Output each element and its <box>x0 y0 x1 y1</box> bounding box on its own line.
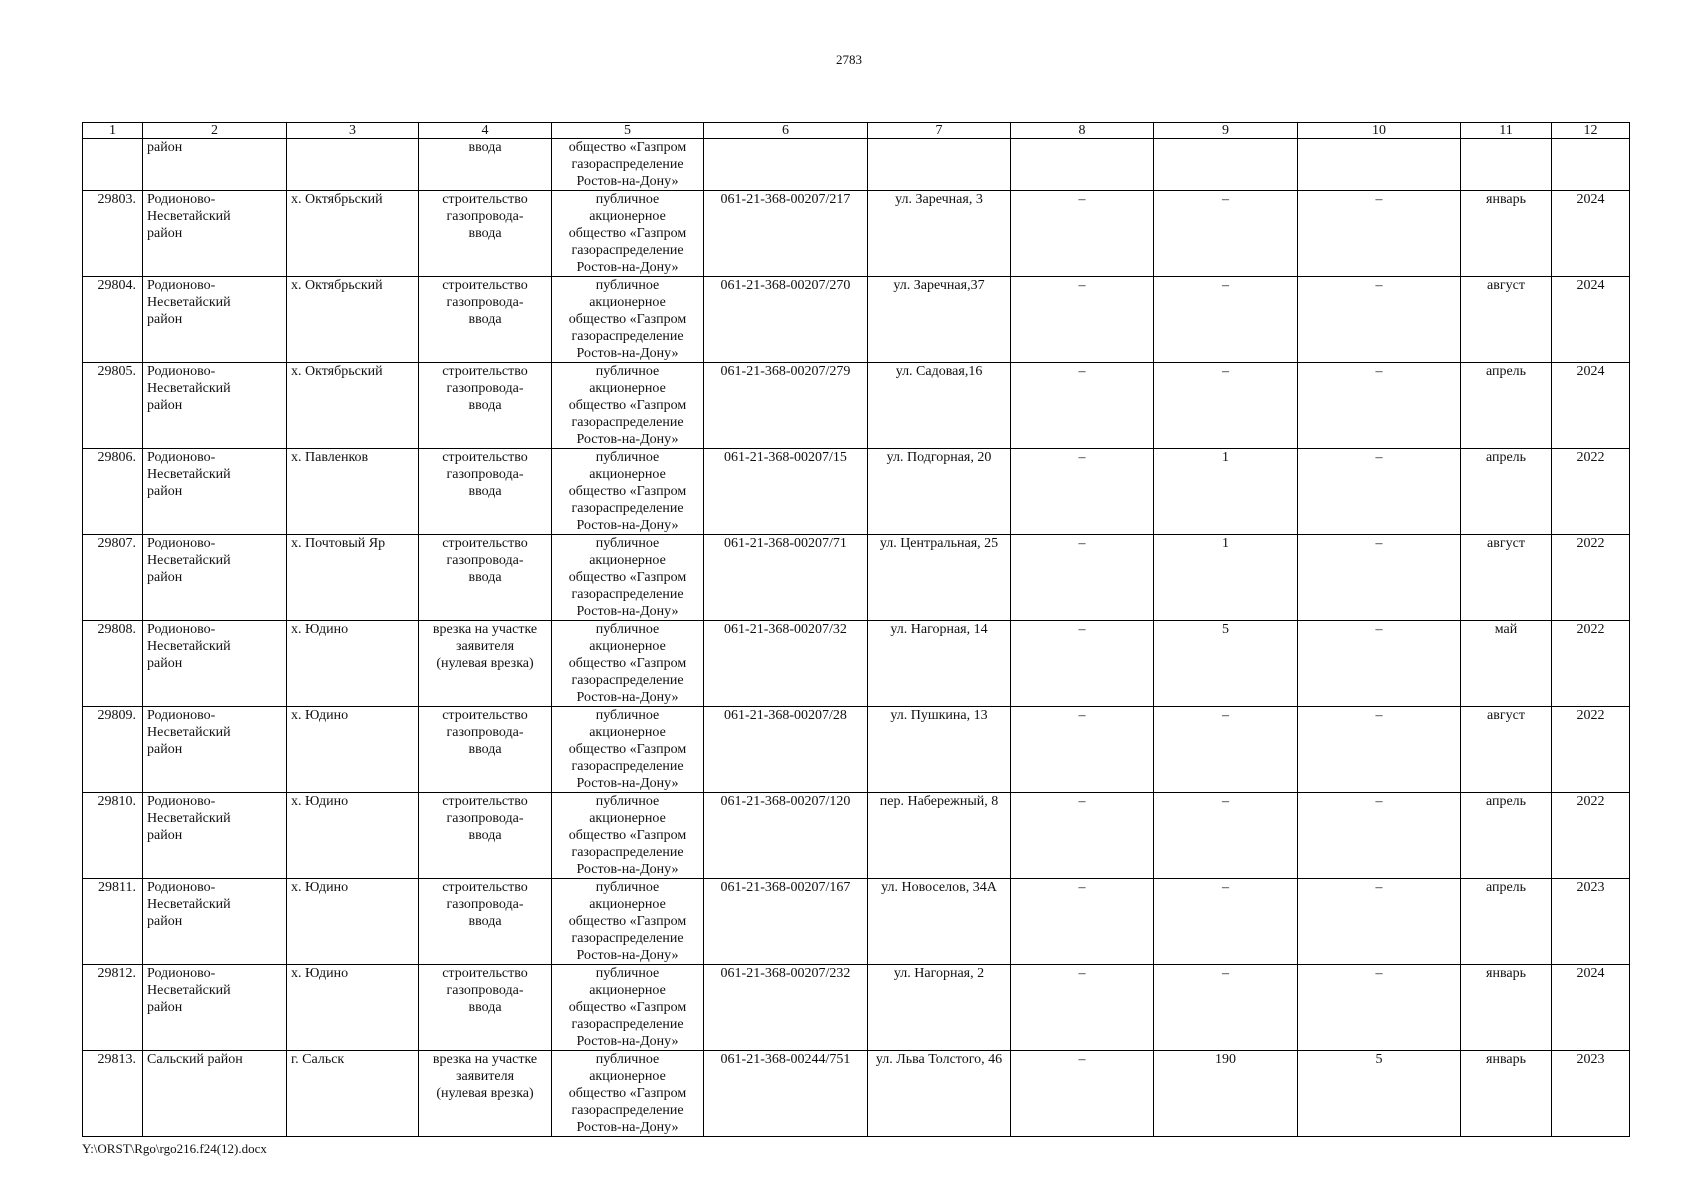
table-cell-col-8: – <box>1011 879 1154 965</box>
table-cell-col-12: 2023 <box>1552 1051 1630 1137</box>
table-cell-col-6: 061-21-368-00207/120 <box>704 793 868 879</box>
table-cell-col-11: январь <box>1461 965 1552 1051</box>
table-cell-col-7: ул. Нагорная, 2 <box>868 965 1011 1051</box>
table-cell-col-6: 061-21-368-00207/270 <box>704 277 868 363</box>
table-body <box>83 139 1630 1137</box>
table-cell-col-7: ул. Центральная, 25 <box>868 535 1011 621</box>
table-cell-col-2: Родионово- Несветайский район <box>143 707 287 793</box>
table-cell-col-8: – <box>1011 363 1154 449</box>
column-header-7: 7 <box>868 123 1011 139</box>
table-cell-col-9: – <box>1154 707 1298 793</box>
table-cell-col-3: х. Юдино <box>287 793 419 879</box>
table-cell-col-7: ул. Заречная,37 <box>868 277 1011 363</box>
table-cell-col-6 <box>704 139 868 191</box>
column-header-1: 1 <box>83 123 143 139</box>
table-cell-col-11: август <box>1461 277 1552 363</box>
data-table-container <box>82 122 1629 1137</box>
table-cell-col-10: – <box>1298 707 1461 793</box>
table-cell-col-5: публичное акционерное общество «Газпром газораспределение Ростов-на-Дону» <box>552 277 704 363</box>
table-cell-col-12: 2022 <box>1552 535 1630 621</box>
table-cell-col-6: 061-21-368-00207/71 <box>704 535 868 621</box>
table-cell-col-9: 1 <box>1154 535 1298 621</box>
table-cell-col-11: май <box>1461 621 1552 707</box>
table-cell-col-5: публичное акционерное общество «Газпром газораспределение Ростов-на-Дону» <box>552 449 704 535</box>
table-cell-col-7: ул. Нагорная, 14 <box>868 621 1011 707</box>
table-cell-col-1: 29810. <box>83 793 143 879</box>
data-table <box>82 122 1630 1137</box>
table-cell-col-9: – <box>1154 879 1298 965</box>
table-cell-col-10: – <box>1298 449 1461 535</box>
table-cell-col-9: 1 <box>1154 449 1298 535</box>
table-cell-col-10: – <box>1298 535 1461 621</box>
table-cell-col-3: х. Юдино <box>287 879 419 965</box>
column-header-4: 4 <box>419 123 552 139</box>
table-cell-col-1: 29807. <box>83 535 143 621</box>
table-cell-col-4: строительство газопровода- ввода <box>419 277 552 363</box>
table-cell-col-3 <box>287 139 419 191</box>
table-row <box>83 621 1630 707</box>
table-cell-col-5: публичное акционерное общество «Газпром газораспределение Ростов-на-Дону» <box>552 535 704 621</box>
table-row <box>83 535 1630 621</box>
table-cell-col-12 <box>1552 139 1630 191</box>
table-cell-col-4: врезка на участке заявителя (нулевая врезка) <box>419 621 552 707</box>
table-cell-col-8: – <box>1011 621 1154 707</box>
table-cell-col-10: – <box>1298 363 1461 449</box>
footer-file-path: Y:\ORST\Rgo\rgo216.f24(12).docx <box>82 1141 267 1156</box>
table-cell-col-3: х. Октябрьский <box>287 277 419 363</box>
table-row <box>83 1051 1630 1137</box>
table-cell-col-12: 2023 <box>1552 879 1630 965</box>
table-cell-col-4: строительство газопровода- ввода <box>419 191 552 277</box>
table-cell-col-3: х. Юдино <box>287 965 419 1051</box>
table-cell-col-12: 2022 <box>1552 621 1630 707</box>
table-cell-col-9: – <box>1154 965 1298 1051</box>
table-cell-col-8: – <box>1011 1051 1154 1137</box>
table-header <box>83 123 1630 139</box>
table-cell-col-2: Родионово- Несветайский район <box>143 621 287 707</box>
table-cell-col-1: 29813. <box>83 1051 143 1137</box>
table-cell-col-1: 29809. <box>83 707 143 793</box>
table-cell-col-4: строительство газопровода- ввода <box>419 535 552 621</box>
table-cell-col-5: публичное акционерное общество «Газпром газораспределение Ростов-на-Дону» <box>552 621 704 707</box>
table-cell-col-9: – <box>1154 191 1298 277</box>
table-cell-col-1: 29805. <box>83 363 143 449</box>
table-cell-col-10: – <box>1298 965 1461 1051</box>
table-cell-col-12: 2024 <box>1552 277 1630 363</box>
column-header-8: 8 <box>1011 123 1154 139</box>
column-header-10: 10 <box>1298 123 1461 139</box>
table-cell-col-9: – <box>1154 793 1298 879</box>
table-row <box>83 363 1630 449</box>
table-row <box>83 139 1630 191</box>
table-cell-col-2: Родионово- Несветайский район <box>143 793 287 879</box>
table-cell-col-7 <box>868 139 1011 191</box>
page-number: 2783 <box>836 52 862 67</box>
column-header-11: 11 <box>1461 123 1552 139</box>
table-cell-col-3: х. Юдино <box>287 707 419 793</box>
column-header-9: 9 <box>1154 123 1298 139</box>
table-cell-col-1: 29811. <box>83 879 143 965</box>
table-cell-col-11: январь <box>1461 191 1552 277</box>
table-cell-col-10: – <box>1298 793 1461 879</box>
table-row <box>83 793 1630 879</box>
table-cell-col-5: публичное акционерное общество «Газпром газораспределение Ростов-на-Дону» <box>552 707 704 793</box>
table-cell-col-6: 061-21-368-00207/28 <box>704 707 868 793</box>
table-cell-col-2: Родионово- Несветайский район <box>143 449 287 535</box>
header-row <box>83 123 1630 139</box>
table-cell-col-8: – <box>1011 793 1154 879</box>
table-cell-col-12: 2024 <box>1552 191 1630 277</box>
table-cell-col-6: 061-21-368-00207/32 <box>704 621 868 707</box>
table-cell-col-1 <box>83 139 143 191</box>
table-cell-col-3: х. Октябрьский <box>287 191 419 277</box>
table-cell-col-11: апрель <box>1461 879 1552 965</box>
table-cell-col-4: строительство газопровода- ввода <box>419 793 552 879</box>
table-cell-col-5: общество «Газпром газораспределение Ростов-на-Дону» <box>552 139 704 191</box>
table-cell-col-2: Родионово- Несветайский район <box>143 879 287 965</box>
column-header-5: 5 <box>552 123 704 139</box>
column-header-12: 12 <box>1552 123 1630 139</box>
table-cell-col-9: – <box>1154 363 1298 449</box>
table-cell-col-11: апрель <box>1461 449 1552 535</box>
table-cell-col-9: 190 <box>1154 1051 1298 1137</box>
table-cell-col-8: – <box>1011 707 1154 793</box>
table-cell-col-7: ул. Заречная, 3 <box>868 191 1011 277</box>
table-cell-col-9: 5 <box>1154 621 1298 707</box>
table-cell-col-2: Родионово- Несветайский район <box>143 363 287 449</box>
table-row <box>83 879 1630 965</box>
table-cell-col-12: 2024 <box>1552 965 1630 1051</box>
table-cell-col-7: ул. Новоселов, 34А <box>868 879 1011 965</box>
table-cell-col-2: район <box>143 139 287 191</box>
table-cell-col-6: 061-21-368-00207/217 <box>704 191 868 277</box>
table-row <box>83 965 1630 1051</box>
table-cell-col-6: 061-21-368-00207/167 <box>704 879 868 965</box>
column-header-3: 3 <box>287 123 419 139</box>
table-cell-col-11: август <box>1461 535 1552 621</box>
table-cell-col-2: Родионово- Несветайский район <box>143 277 287 363</box>
table-cell-col-4: врезка на участке заявителя (нулевая врезка) <box>419 1051 552 1137</box>
table-cell-col-5: публичное акционерное общество «Газпром газораспределение Ростов-на-Дону» <box>552 793 704 879</box>
table-cell-col-7: ул. Подгорная, 20 <box>868 449 1011 535</box>
table-cell-col-5: публичное акционерное общество «Газпром газораспределение Ростов-на-Дону» <box>552 1051 704 1137</box>
table-cell-col-6: 061-21-368-00207/15 <box>704 449 868 535</box>
table-cell-col-6: 061-21-368-00207/279 <box>704 363 868 449</box>
table-cell-col-1: 29812. <box>83 965 143 1051</box>
table-cell-col-1: 29808. <box>83 621 143 707</box>
table-cell-col-8: – <box>1011 191 1154 277</box>
table-cell-col-7: ул. Льва Толстого, 46 <box>868 1051 1011 1137</box>
table-cell-col-9: – <box>1154 277 1298 363</box>
table-cell-col-11: апрель <box>1461 793 1552 879</box>
table-cell-col-6: 061-21-368-00207/232 <box>704 965 868 1051</box>
table-cell-col-8: – <box>1011 535 1154 621</box>
table-cell-col-9 <box>1154 139 1298 191</box>
table-cell-col-4: строительство газопровода- ввода <box>419 363 552 449</box>
table-row <box>83 707 1630 793</box>
table-cell-col-7: ул. Пушкина, 13 <box>868 707 1011 793</box>
table-cell-col-4: строительство газопровода- ввода <box>419 449 552 535</box>
table-cell-col-7: ул. Садовая,16 <box>868 363 1011 449</box>
table-cell-col-4: строительство газопровода- ввода <box>419 879 552 965</box>
table-cell-col-2: Сальский район <box>143 1051 287 1137</box>
table-cell-col-8: – <box>1011 965 1154 1051</box>
column-header-2: 2 <box>143 123 287 139</box>
table-cell-col-1: 29804. <box>83 277 143 363</box>
table-cell-col-5: публичное акционерное общество «Газпром газораспределение Ростов-на-Дону» <box>552 965 704 1051</box>
table-cell-col-10: – <box>1298 277 1461 363</box>
table-cell-col-11 <box>1461 139 1552 191</box>
table-cell-col-3: х. Почтовый Яр <box>287 535 419 621</box>
table-cell-col-12: 2022 <box>1552 793 1630 879</box>
table-cell-col-6: 061-21-368-00244/751 <box>704 1051 868 1137</box>
table-cell-col-1: 29806. <box>83 449 143 535</box>
table-cell-col-2: Родионово- Несветайский район <box>143 191 287 277</box>
table-cell-col-3: х. Юдино <box>287 621 419 707</box>
table-cell-col-12: 2022 <box>1552 707 1630 793</box>
table-row <box>83 277 1630 363</box>
table-cell-col-8: – <box>1011 277 1154 363</box>
table-cell-col-5: публичное акционерное общество «Газпром газораспределение Ростов-на-Дону» <box>552 191 704 277</box>
table-cell-col-4: ввода <box>419 139 552 191</box>
table-cell-col-11: апрель <box>1461 363 1552 449</box>
table-cell-col-11: январь <box>1461 1051 1552 1137</box>
table-cell-col-10: – <box>1298 621 1461 707</box>
table-cell-col-3: х. Павленков <box>287 449 419 535</box>
table-cell-col-12: 2024 <box>1552 363 1630 449</box>
table-cell-col-8: – <box>1011 449 1154 535</box>
table-row <box>83 191 1630 277</box>
table-cell-col-10: – <box>1298 191 1461 277</box>
table-cell-col-11: август <box>1461 707 1552 793</box>
table-cell-col-7: пер. Набережный, 8 <box>868 793 1011 879</box>
table-cell-col-2: Родионово- Несветайский район <box>143 535 287 621</box>
table-cell-col-2: Родионово- Несветайский район <box>143 965 287 1051</box>
table-cell-col-3: х. Октябрьский <box>287 363 419 449</box>
table-cell-col-4: строительство газопровода- ввода <box>419 707 552 793</box>
table-cell-col-1: 29803. <box>83 191 143 277</box>
table-cell-col-4: строительство газопровода- ввода <box>419 965 552 1051</box>
table-cell-col-12: 2022 <box>1552 449 1630 535</box>
table-cell-col-8 <box>1011 139 1154 191</box>
table-cell-col-3: г. Сальск <box>287 1051 419 1137</box>
table-cell-col-5: публичное акционерное общество «Газпром газораспределение Ростов-на-Дону» <box>552 879 704 965</box>
table-cell-col-10 <box>1298 139 1461 191</box>
table-cell-col-5: публичное акционерное общество «Газпром газораспределение Ростов-на-Дону» <box>552 363 704 449</box>
table-cell-col-10: 5 <box>1298 1051 1461 1137</box>
table-row <box>83 449 1630 535</box>
table-cell-col-10: – <box>1298 879 1461 965</box>
column-header-6: 6 <box>704 123 868 139</box>
